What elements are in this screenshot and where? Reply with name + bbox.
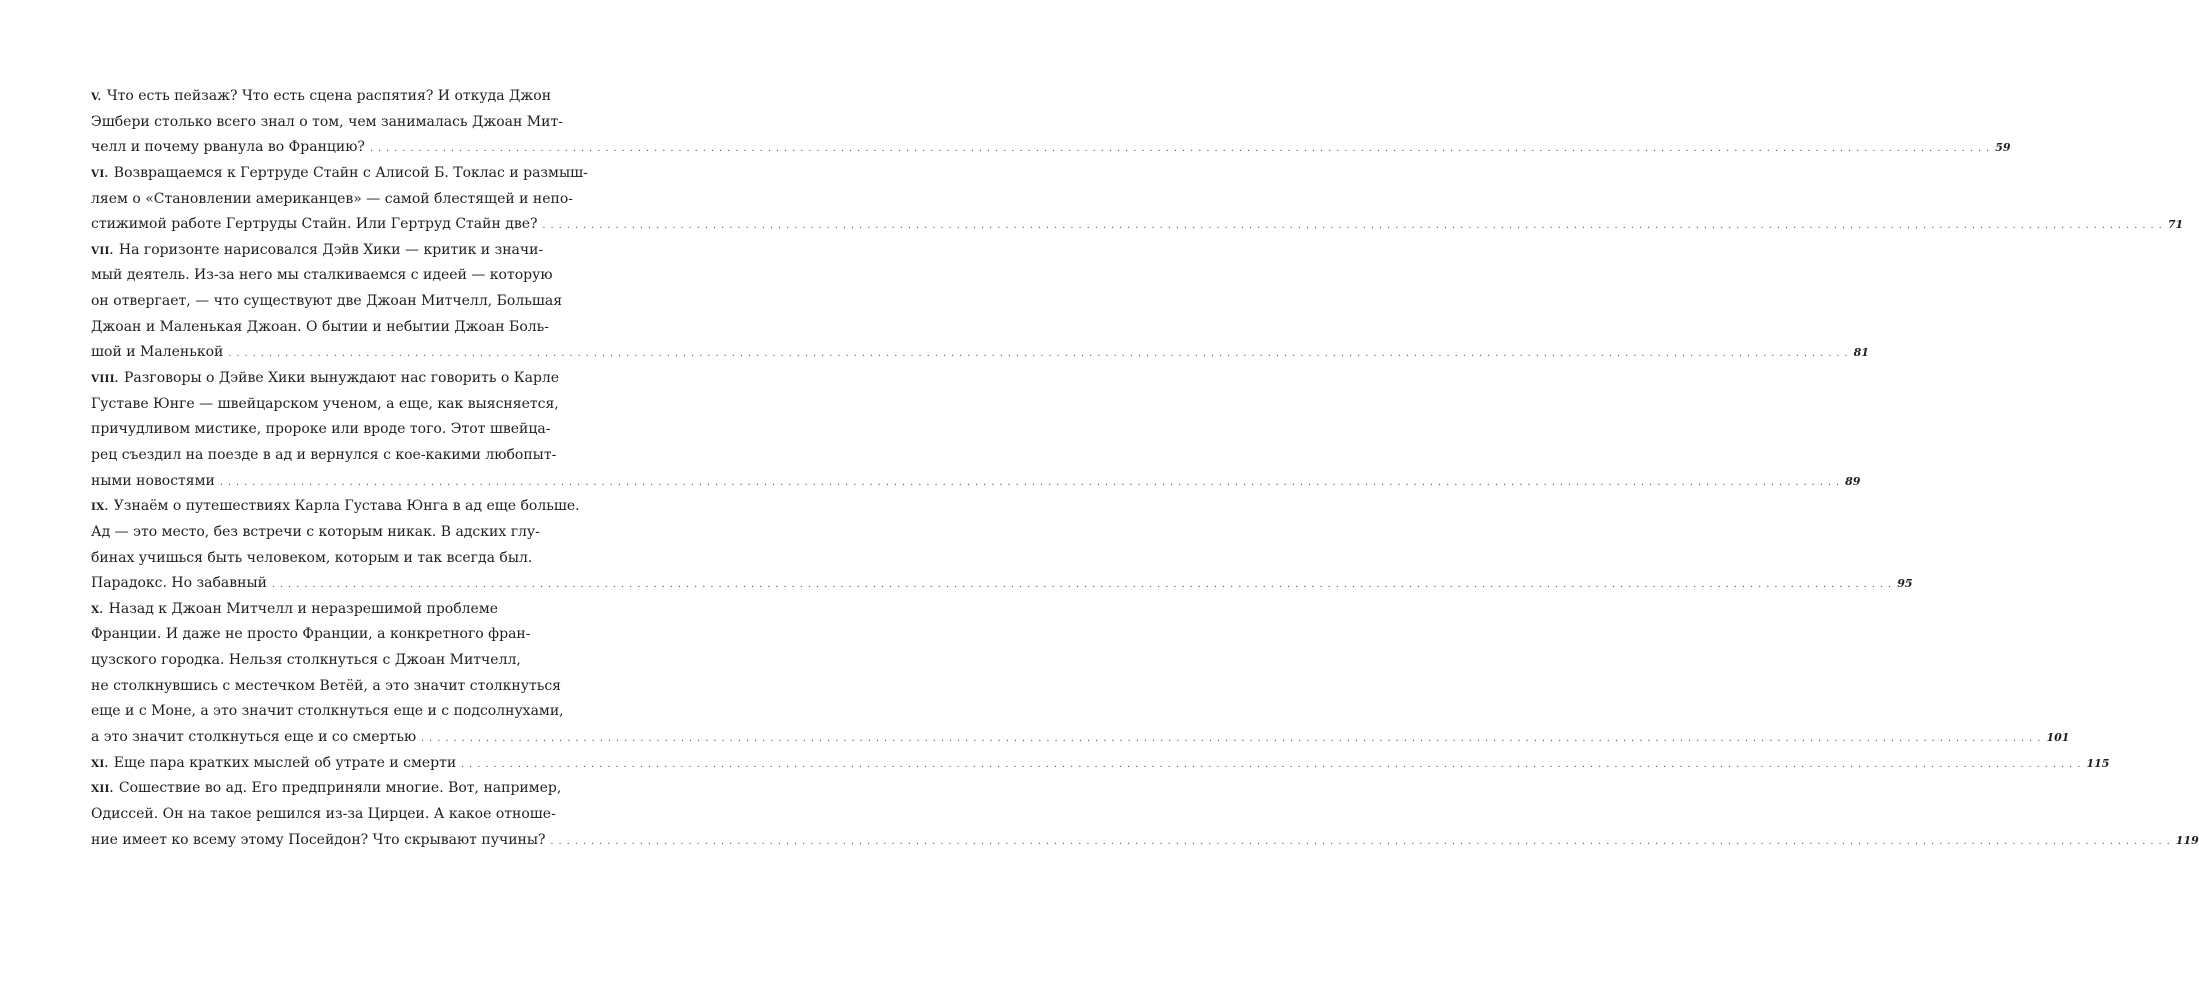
chapter-numeral: IX. (91, 501, 109, 514)
toc-entry-line (91, 648, 585, 674)
toc-entry-line (91, 751, 2110, 777)
page-number: 59 (1995, 141, 2011, 155)
toc-entry (91, 84, 2011, 161)
toc-entry-text-run: стижимой работе Гертруды Стайн. Или Гертруд Стайн две? (91, 216, 538, 233)
toc-entry-line (91, 366, 585, 392)
toc-entry-text (91, 678, 561, 694)
toc-entry-line (91, 520, 585, 546)
toc-entry-text (91, 88, 551, 104)
toc-entry-line (91, 776, 585, 802)
toc-entry-line (91, 289, 585, 315)
toc-entry-line (91, 571, 1913, 597)
toc-entry (91, 776, 2199, 853)
toc-entry-text-run: Разговоры о Дэйве Хики вынуждают нас говорить о Карле (124, 370, 560, 387)
toc-entry (91, 494, 1913, 597)
toc-entry-line (91, 699, 585, 725)
page-number: 115 (2086, 756, 2110, 770)
toc-entry-text-run: Густаве Юнге — швейцарском ученом, а еще, как выясняется, (91, 395, 559, 412)
toc-entry-text-run: Узнаём о путешествиях Карла Густава Юнга в ад еще больше. (113, 498, 580, 515)
toc-entry-text (91, 780, 561, 796)
toc-entry (91, 751, 2110, 777)
dot-leader: . . . . . . . . . . . . . . . . . . . . . . . . . . . . . . . . . . . . . . . . . . . . . . . . . . . . . . . . . . . . . . . . . . . . . . . . . . . . . . . . . . . . . . . . . . . . . . . . . . . . . . . . . . . . . . . . . . . . . . . . . . . . . . . . . . . . . . . . . . . . . . . . . . . . . . . . . . . . . . . . . . . . . . . . . . . . . . . . . . . . . . . . . . . . . . . . . . . . . . . . (219, 477, 1841, 488)
toc-entry-text-run: Ад — это место, без встречи с которым никак. В адских глу- (91, 523, 540, 540)
toc-entry-text (91, 601, 498, 617)
toc-entry-text-run: Одиссей. Он на такое решился из-за Цирцеи. А какое отноше- (91, 805, 556, 822)
toc-entry-text (91, 571, 267, 597)
toc-entry-line (91, 340, 1869, 366)
toc-entry-text (91, 267, 553, 283)
toc-entry-text-run: мый деятель. Из-за него мы сталкиваемся с идеей — которую (91, 267, 553, 284)
toc-entry-text (91, 114, 563, 130)
page-number: 119 (2175, 833, 2199, 847)
toc-entry-line (91, 392, 585, 418)
toc-entry-text-run: Что есть пейзаж? Что есть сцена распятия? И откуда Джон (106, 88, 552, 104)
toc-entry-text (91, 828, 546, 854)
dot-leader: . . . . . . . . . . . . . . . . . . . . . . . . . . . . . . . . . . . . . . . . . . . . . . . . . . . . . . . . . . . . . . . . . . . . . . . . . . . . . . . . . . . . . . . . . . . . . . . . . . . . . . . . . . . . . . . . . . . . . . . . . . . . . . . . . . . . . . . . . . . . . . . . . . . . . . . . . . . . . . . . . . . . . . . . . . . . . . . . . . . . . . . . . . . . . . . . . . . . . . . . (421, 734, 2042, 745)
toc-entry-text-run: Возвращаемся к Гертруде Стайн с Алисой Б. Токлас и размыш- (113, 164, 588, 181)
toc-entry-line (91, 315, 585, 341)
chapter-numeral: XI. (91, 757, 109, 770)
toc-entry-text-run: Назад к Джоан Митчелл и неразрешимой проблеме (108, 600, 499, 617)
toc-entry-text (91, 293, 562, 309)
page-number: 95 (1897, 577, 1913, 591)
toc-entry-text-run: Эшбери столько всего знал о том, чем занималась Джоан Мит- (91, 113, 563, 130)
toc-entry-text-run: Парадокс. Но забавный (91, 575, 267, 592)
toc-entry-line (91, 135, 2011, 161)
page-number: 71 (2167, 218, 2184, 232)
toc-entry-text-run: Сошествие во ад. Его предприняли многие. Вот, например, (118, 780, 562, 797)
toc-entry-line (91, 674, 585, 700)
toc-entry-text-run: бинах учишься быть человеком, которым и так всегда был. (91, 549, 533, 566)
chapter-numeral: VI. (91, 167, 109, 180)
toc-entry-line (91, 802, 585, 828)
toc-entry-text-run: цузского городка. Нельзя столкнуться с Джоан Митчелл, (91, 652, 521, 669)
toc-entry-line (91, 622, 585, 648)
toc-entry (91, 597, 2070, 751)
toc-entry-text (91, 212, 538, 238)
toc-entry-text (91, 319, 549, 335)
toc-entry-text (91, 524, 540, 540)
chapter-numeral: XII. (91, 783, 114, 796)
toc-entry-text-run: не столкнувшись с местечком Ветёй, а это значит столкнуться (91, 677, 562, 694)
toc-entry-text-run: Франции. И даже не просто Франции, а конкретного фран- (91, 626, 531, 643)
toc-entry-text (91, 191, 573, 207)
toc-entry-line (91, 110, 585, 136)
chapter-numeral: X. (91, 603, 104, 616)
toc-entry-text-run: он отвергает, — что существуют две Джоан Митчелл, Большая (91, 293, 563, 310)
toc-entry-text (91, 498, 580, 514)
toc-entry-text-run: Джоан и Маленькая Джоан. О бытии и небытии Джоан Боль- (91, 318, 550, 335)
toc-entry-text (91, 652, 521, 668)
dot-leader: . . . . . . . . . . . . . . . . . . . . . . . . . . . . . . . . . . . . . . . . . . . . . . . . . . . . . . . . . . . . . . . . . . . . . . . . . . . . . . . . . . . . . . . . . . . . . . . . . . . . . . . . . . . . . . . . . . . . . . . . . . . . . . . . . . . . . . . . . . . . . . . . . . . . . . . . . . . . . . . . . . . . . . . . . . . . . . . . . . . . . . . . . . . . . . . . . . . . . . . . (369, 144, 1991, 155)
dot-leader: . . . . . . . . . . . . . . . . . . . . . . . . . . . . . . . . . . . . . . . . . . . . . . . . . . . . . . . . . . . . . . . . . . . . . . . . . . . . . . . . . . . . . . . . . . . . . . . . . . . . . . . . . . . . . . . . . . . . . . . . . . . . . . . . . . . . . . . . . . . . . . . . . . . . . . . . . . . . . . . . . . . . . . . . . . . . . . . . . . . . . . . . . . . . . . . . . . . . . . . . (461, 759, 2082, 770)
toc-entry-text-run: рец съездил на поезде в ад и вернулся с кое-какими любопыт- (91, 446, 557, 463)
toc-entry-line (91, 443, 585, 469)
toc-entry-text-run: ляем о «Становлении американцев» — самой блестящей и непо- (91, 190, 574, 207)
toc-entry-text (91, 242, 543, 258)
toc-entry-line (91, 187, 585, 213)
toc-entry-line (91, 417, 585, 443)
toc-entry-text (91, 725, 416, 751)
toc-entry-text-run: шой и Маленькой (91, 344, 224, 361)
toc-entry-line (91, 546, 585, 572)
toc-entry-line (91, 161, 588, 187)
toc-entry-text (91, 340, 223, 366)
table-of-contents (91, 84, 2199, 853)
toc-entry-text (91, 370, 559, 386)
toc-entry-text-run: Еще пара кратких мыслей об утрате и смерти (113, 754, 457, 771)
toc-entry-line (91, 212, 2184, 238)
toc-entry-line (91, 238, 585, 264)
toc-entry-line (91, 263, 585, 289)
toc-entry-text (91, 421, 550, 437)
toc-entry (91, 366, 1861, 494)
toc-entry-text-run: еще и с Моне, а это значит столкнуться еще и с подсолнухами, (91, 703, 564, 720)
chapter-numeral: VIII. (91, 373, 119, 386)
dot-leader: . . . . . . . . . . . . . . . . . . . . . . . . . . . . . . . . . . . . . . . . . . . . . . . . . . . . . . . . . . . . . . . . . . . . . . . . . . . . . . . . . . . . . . . . . . . . . . . . . . . . . . . . . . . . . . . . . . . . . . . . . . . . . . . . . . . . . . . . . . . . . . . . . . . . . . . . . . . . . . . . . . . . . . . . . . . . . . . . . . . . . . . . . . . . . . . . . . . . . . . . (542, 221, 2163, 232)
toc-entry-text (91, 447, 556, 463)
toc-entry-text-run: ными новостями (91, 472, 215, 489)
toc-entry-text (91, 751, 456, 778)
dot-leader: . . . . . . . . . . . . . . . . . . . . . . . . . . . . . . . . . . . . . . . . . . . . . . . . . . . . . . . . . . . . . . . . . . . . . . . . . . . . . . . . . . . . . . . . . . . . . . . . . . . . . . . . . . . . . . . . . . . . . . . . . . . . . . . . . . . . . . . . . . . . . . . . . . . . . . . . . . . . . . . . . . . . . . . . . . . . . . . . . . . . . . . . . . . . . . . . . . . . . . . . (550, 836, 2171, 847)
toc-entry-text (91, 806, 556, 822)
toc-entry-text (91, 626, 531, 642)
page-number: 101 (2046, 731, 2070, 745)
toc-entry (91, 161, 2184, 238)
toc-entry-line (91, 84, 585, 110)
dot-leader: . . . . . . . . . . . . . . . . . . . . . . . . . . . . . . . . . . . . . . . . . . . . . . . . . . . . . . . . . . . . . . . . . . . . . . . . . . . . . . . . . . . . . . . . . . . . . . . . . . . . . . . . . . . . . . . . . . . . . . . . . . . . . . . . . . . . . . . . . . . . . . . . . . . . . . . . . . . . . . . . . . . . . . . . . . . . . . . . . . . . . . . . . . . . . . . . . . . . . . . . (228, 349, 1849, 360)
toc-entry-text-run: челл и почему рванула во Францию? (91, 139, 365, 156)
toc-entry-text (91, 469, 215, 495)
toc-entry-text-run: На горизонте нарисовался Дэйв Хики — критик и значи- (118, 241, 544, 258)
toc-entry-text-run: причудливом мистике, пророке или вроде того. Этот швейца- (91, 421, 551, 438)
chapter-numeral: V. (91, 91, 102, 103)
toc-entry-text-run: а это значит столкнуться еще и со смертью (91, 729, 417, 746)
chapter-numeral: VII. (91, 244, 114, 257)
toc-entry-line (91, 597, 585, 623)
toc-entry (91, 238, 1869, 366)
toc-entry-line (91, 828, 2199, 854)
toc-entry-text (91, 703, 564, 719)
toc-entry-text (91, 396, 559, 412)
toc-entry-text-run: ние имеет ко всему этому Посейдон? Что скрывают пучины? (91, 831, 546, 848)
dot-leader: . . . . . . . . . . . . . . . . . . . . . . . . . . . . . . . . . . . . . . . . . . . . . . . . . . . . . . . . . . . . . . . . . . . . . . . . . . . . . . . . . . . . . . . . . . . . . . . . . . . . . . . . . . . . . . . . . . . . . . . . . . . . . . . . . . . . . . . . . . . . . . . . . . . . . . . . . . . . . . . . . . . . . . . . . . . . . . . . . . . . . . . . . . . . . . . . . . . . . . . . (271, 580, 1893, 591)
page-number: 81 (1853, 346, 1869, 360)
toc-entry-line (91, 469, 1861, 495)
toc-entry-text (91, 550, 532, 566)
toc-entry-text (91, 135, 365, 161)
toc-entry-text (91, 165, 588, 181)
toc-entry-line (91, 494, 585, 520)
toc-entry-line (91, 725, 2070, 751)
page-number: 89 (1845, 474, 1861, 488)
